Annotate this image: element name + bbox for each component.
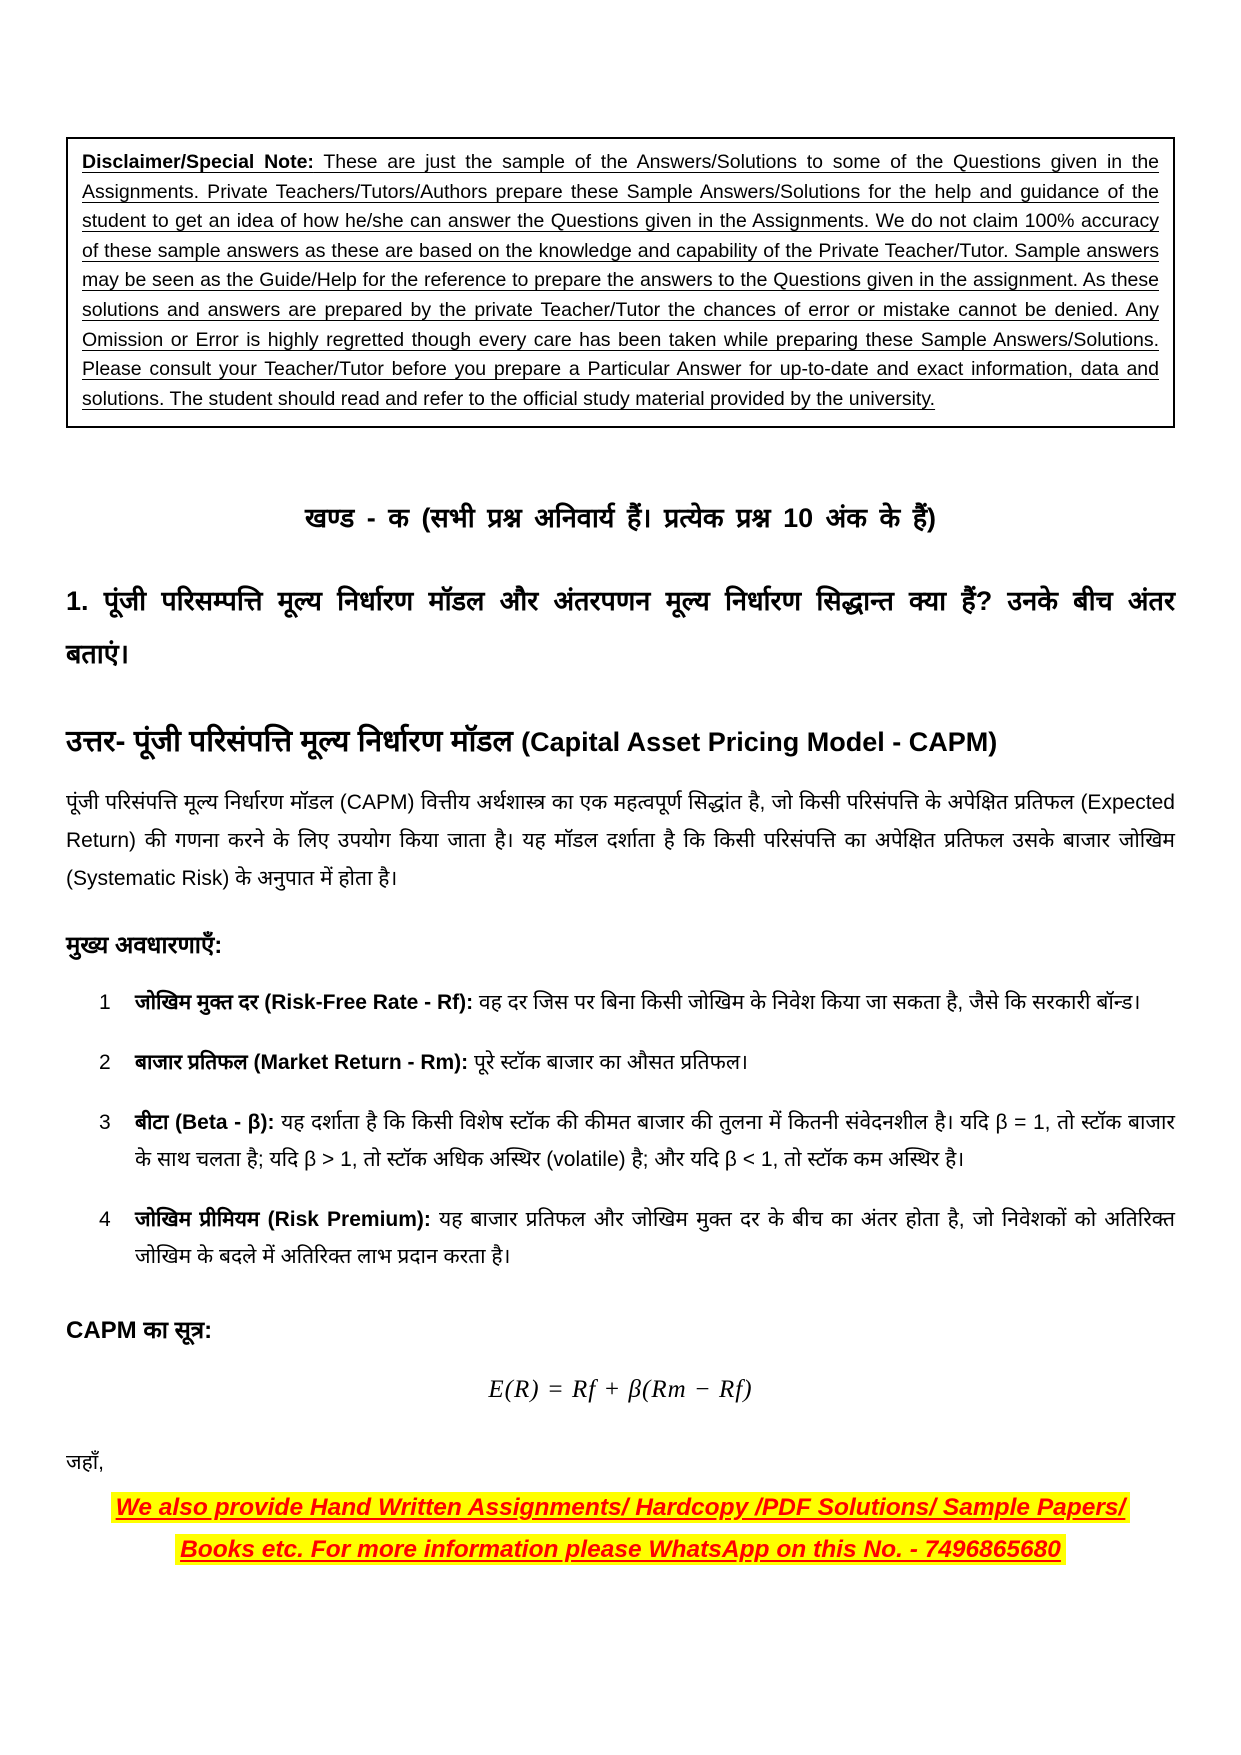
list-item-rest: पूरे स्टॉक बाजार का औसत प्रतिफल।: [468, 1051, 749, 1075]
list-item-text: [135, 1044, 1175, 1081]
list-item-lead: बाजार प्रतिफल (Market Return - Rm):: [135, 1051, 469, 1075]
list-item-number: 1: [99, 991, 111, 1015]
disclaimer-box: [66, 137, 1175, 428]
answer-heading: [66, 719, 1175, 760]
formula-where-label: जहाँ,: [66, 1451, 105, 1475]
list-item: [66, 1104, 1175, 1178]
list-item: [66, 984, 1175, 1021]
disclaimer-text: [82, 148, 1159, 414]
list-item-lead: बीटा (Beta - β):: [135, 1111, 275, 1135]
list-item-number: 2: [99, 1051, 111, 1075]
list-item-text: [135, 984, 1175, 1021]
concepts-heading: मुख्य अवधारणाएँ:: [66, 932, 223, 960]
answer-heading-latin: (Capital Asset Pricing Model - CAPM): [521, 727, 998, 758]
list-item-rest: वह दर जिस पर बिना किसी जोखिम के निवेश किया जा सकता है, जैसे कि सरकारी बॉन्ड।: [473, 991, 1141, 1015]
promo-footer-line2: Books etc. For more information please WhatsApp on this No. - 7496865680: [175, 1534, 1066, 1565]
list-item-lead: जोखिम मुक्त दर (Risk-Free Rate - Rf):: [135, 991, 474, 1015]
promo-footer-line: [0, 1487, 1241, 1529]
promo-footer: [0, 1487, 1241, 1571]
answer-heading-hindi: उत्तर- पूंजी परिसंपत्ति मूल्य निर्धारण मॉडल: [66, 725, 522, 759]
section-heading: खण्ड - क (सभी प्रश्न अनिवार्य हैं। प्रत्येक प्रश्न 10 अंक के हैं): [304, 503, 937, 534]
promo-footer-line1: We also provide Hand Written Assignments/ Hardcopy /PDF Solutions/ Sample Papers/: [111, 1492, 1131, 1523]
list-item-rest: यह बाजार प्रतिफल और जोखिम मुक्त दर के बीच का अंतर होता है, जो निवेशकों को अतिरिक्त जोखिम के बदले में अतिरिक्त लाभ प्रदान करता है।: [135, 1208, 1176, 1269]
list-item-text: [135, 1104, 1175, 1178]
question-1: 1. पूंजी परिसम्पत्ति मूल्य निर्धारण मॉडल और अंतरपणन मूल्य निर्धारण सिद्धान्त क्या हैं? उनके बीच अंतर बताएं।: [66, 586, 1175, 670]
disclaimer-body: These are just the sample of the Answers/Solutions to some of the Questions given in the Assignments. Private Teachers/Tutors/Authors prepare these Sample Answers/Solutions for the help and guidance of the student to get an idea of how he/she can answer the Questions given in the Assignments. We do not claim 100% accuracy of these sample answers as these are based on the knowledge and capability of the Private Teacher/Tutor. Sample answers may be seen as the Guide/Help for the reference to prepare the answers to the Questions given in the assignment. As these solutions and answers are prepared by the private Teacher/Tutor the chances of error or mistake cannot be denied. Any Omission or Error is highly regretted though every care has been taken while preparing these Sample Answers/Solutions. Please consult your Teacher/Tutor before you prepare a Particular Answer for up-to-date and exact information, data and solutions. The student should read and refer to the official study material provided by the university.: [82, 151, 1160, 410]
list-item-number: 4: [99, 1208, 111, 1232]
formula-label: CAPM का सूत्र:: [66, 1317, 213, 1345]
list-item-lead: जोखिम प्रीमियम (Risk Premium):: [135, 1208, 431, 1232]
disclaimer-label: Disclaimer/Special Note:: [82, 151, 314, 173]
list-item: [66, 1201, 1175, 1275]
list-item-rest: यह दर्शाता है कि किसी विशेष स्टॉक की कीमत बाजार की तुलना में कितनी संवेदनशील है। यदि β = 1, तो स्टॉक बाजार के साथ चलता है; यदि β > 1, तो स्टॉक अधिक अस्थिर (volatile) है; और यदि β < 1, तो स्टॉक कम अस्थिर है।: [135, 1111, 1176, 1172]
list-item: [66, 1044, 1175, 1081]
list-item-text: [135, 1201, 1175, 1275]
promo-footer-line: [0, 1529, 1241, 1571]
answer-intro-paragraph: पूंजी परिसंपत्ति मूल्य निर्धारण मॉडल (CAPM) वित्तीय अर्थशास्त्र का एक महत्वपूर्ण सिद्धांत है, जो किसी परिसंपत्ति के अपेक्षित प्रतिफल (Expected Return) की गणना करने के लिए उपयोग किया जाता है। यह मॉडल दर्शाता है कि किसी परिसंपत्ति का अपेक्षित प्रतिफल उसके बाजार जोखिम (Systematic Risk) के अनुपात में होता है।: [66, 791, 1175, 891]
capm-formula: E(R) = Rf + β(Rm − Rf): [488, 1376, 753, 1404]
list-item-number: 3: [99, 1111, 111, 1135]
